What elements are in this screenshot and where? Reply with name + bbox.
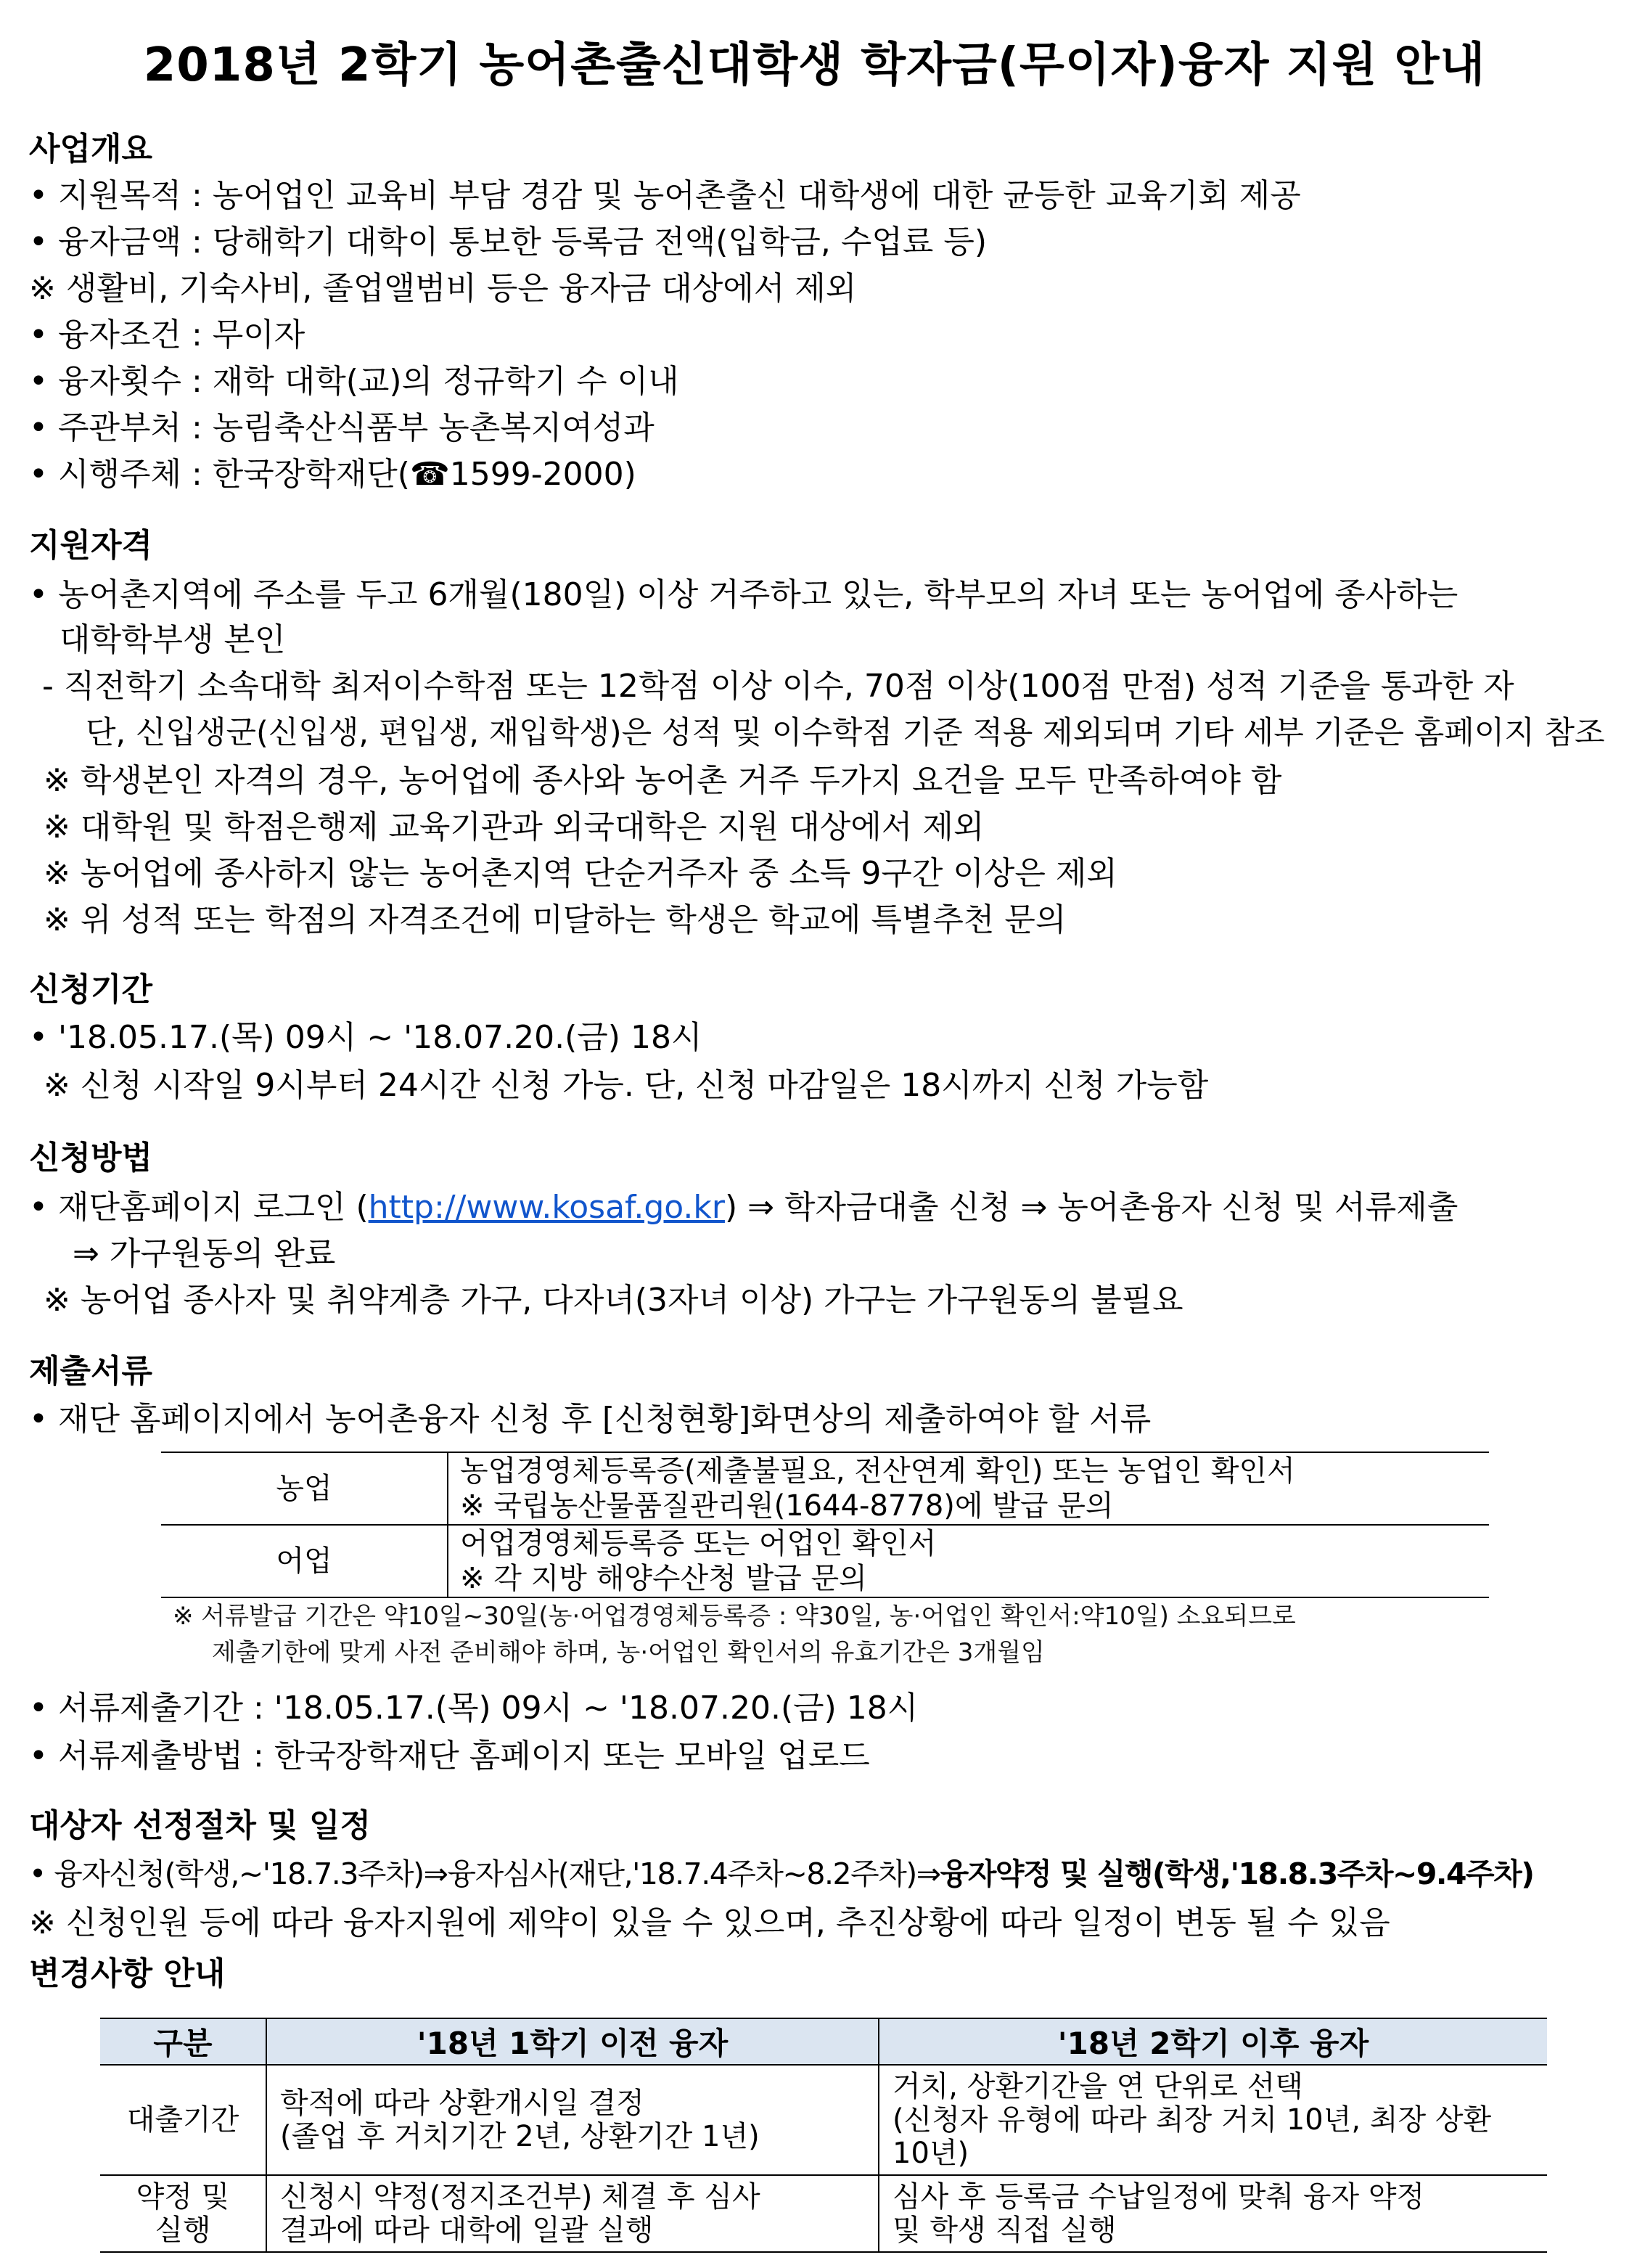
eligibility-note-2: ※ 대학원 및 학점은행제 교육기관과 외국대학은 지원 대상에서 제외 (44, 808, 985, 846)
documents-row-line2: ※ 각 지방 해양수산청 발급 문의 (460, 1562, 867, 1595)
documents-row-value (448, 1452, 1489, 1525)
method-line1 (29, 1186, 1458, 1229)
changes-row-label (100, 2175, 266, 2252)
period-note: ※ 신청 시작일 9시부터 24시간 신청 가능. 단, 신청 마감일은 18시까지 신청 가능함 (44, 1067, 1209, 1104)
changes-row-before-line2: (졸업 후 거치기간 2년, 상환기간 1년) (280, 2120, 760, 2153)
section-heading-changes: 변경사항 안내 (29, 1955, 226, 1992)
documents-row-fishery (161, 1525, 1489, 1597)
section-heading-method: 신청방법 (29, 1139, 153, 1176)
eligibility-main-line1: • 농어촌지역에 주소를 두고 6개월(180일) 이상 거주하고 있는, 학부모의 자녀 또는 농어업에 종사하는 (29, 576, 1458, 613)
eligibility-note-1: ※ 학생본인 자격의 경우, 농어업에 종사와 농어촌 거주 두가지 요건을 모두 만족하여야 함 (44, 762, 1282, 799)
overview-condition: • 융자조건 : 무이자 (29, 316, 305, 353)
overview-amount: • 융자금액 : 당해학기 대학이 통보한 등록금 전액(입학금, 수업료 등) (29, 224, 988, 261)
changes-row-after-line1: 거치, 상환기간을 연 단위로 선택 (893, 2070, 1303, 2103)
changes-row-before (266, 2175, 879, 2252)
documents-footnote-1: ※ 서류발급 기간은 약10일~30일(농·어업경영체등록증 : 약30일, 농·어업인 확인서:약10일) 소요되므로 (173, 1602, 1296, 1631)
documents-submit-period: • 서류제출기간 : '18.05.17.(목) 09시 ~ '18.07.20.(금) 18시 (29, 1690, 919, 1727)
changes-row-after-line2: 및 학생 직접 실행 (893, 2214, 1117, 2247)
documents-row-value (448, 1525, 1489, 1597)
overview-amount-note: ※ 생활비, 기숙사비, 졸업앨범비 등은 융자금 대상에서 제외 (29, 270, 857, 307)
eligibility-note-4: ※ 위 성적 또는 학점의 자격조건에 미달하는 학생은 학교에 특별추천 문의 (44, 901, 1067, 938)
changes-row-label: 대출기간 (100, 2065, 266, 2175)
documents-row-line1: 농업경영체등록증(제출불필요, 전산연계 확인) 또는 농업인 확인서 (460, 1454, 1295, 1488)
documents-submit-method: • 서류제출방법 : 한국장학재단 홈페이지 또는 모바일 업로드 (29, 1737, 870, 1774)
documents-intro: • 재단 홈페이지에서 농어촌융자 신청 후 [신청현황]화면상의 제출하여야 할 서류 (29, 1401, 1152, 1438)
changes-row-before-line1: 신청시 약정(정지조건부) 체결 후 심사 (280, 2180, 760, 2214)
eligibility-note-3: ※ 농어업에 종사하지 않는 농어촌지역 단순거주자 중 소득 9구간 이상은 제외 (44, 855, 1117, 892)
changes-row-before-line2: 결과에 따라 대학에 일괄 실행 (280, 2214, 654, 2247)
overview-count: • 융자횟수 : 재학 대학(교)의 정규학기 수 이내 (29, 363, 679, 400)
changes-header-after: '18년 2학기 이후 융자 (879, 2018, 1547, 2065)
changes-header-row (100, 2018, 1547, 2065)
overview-operator: • 시행주체 : 한국장학재단(☎1599-2000) (29, 456, 636, 493)
documents-footnote-2: 제출기한에 맞게 사전 준비해야 하며, 농·어업인 확인서의 유효기간은 3개월임 (212, 1638, 1045, 1667)
page-title: 2018년 2학기 농어촌출신대학생 학자금(무이자)융자 지원 안내 (143, 38, 1486, 92)
documents-row-farming (161, 1452, 1489, 1525)
changes-table (100, 2018, 1547, 2253)
eligibility-main-line2: 대학학부생 본인 (60, 621, 286, 658)
changes-row-loan-period (100, 2065, 1547, 2175)
overview-purpose: • 지원목적 : 농어업인 교육비 부담 경감 및 농어촌출신 대학생에 대한 균등한 교육기회 제공 (29, 177, 1301, 214)
changes-row-after-line3: 10년) (893, 2137, 969, 2170)
selection-flow-normal: • 융자신청(학생,~'18.7.3주차)⇒융자심사(재단,'18.7.4주차~8.2주차)⇒ (29, 1856, 940, 1891)
changes-row-after (879, 2175, 1547, 2252)
method-line2: ⇒ 가구원동의 완료 (73, 1235, 336, 1272)
changes-row-after-line1: 심사 후 등록금 수납일정에 맞춰 융자 약정 (893, 2180, 1425, 2214)
documents-row-line1: 어업경영체등록증 또는 어업인 확인서 (460, 1527, 937, 1560)
changes-row-label-line2: 실행 (155, 2214, 211, 2247)
changes-row-after-line2: (신청자 유형에 따라 최장 거치 10년, 최장 상환 (893, 2103, 1492, 2137)
eligibility-sub-line1: - 직전학기 소속대학 최저이수학점 또는 12학점 이상 이수, 70점 이상(100점 만점) 성적 기준을 통과한 자 (42, 668, 1514, 705)
section-heading-eligibility: 지원자격 (29, 527, 153, 564)
changes-row-agreement (100, 2175, 1547, 2252)
selection-flow (29, 1852, 1533, 1896)
period-line: • '18.05.17.(목) 09시 ~ '18.07.20.(금) 18시 (29, 1019, 702, 1056)
changes-row-label-line1: 약정 및 (136, 2180, 230, 2214)
changes-header-before: '18년 1학기 이전 융자 (266, 2018, 879, 2065)
method-line1-pre: • 재단홈페이지 로그인 ( (29, 1189, 369, 1226)
section-heading-overview: 사업개요 (29, 131, 153, 168)
changes-row-before (266, 2065, 879, 2175)
changes-row-after (879, 2065, 1547, 2175)
overview-ministry: • 주관부처 : 농림축산식품부 농촌복지여성과 (29, 409, 655, 446)
documents-row-key: 어업 (161, 1525, 448, 1597)
documents-table (161, 1452, 1489, 1598)
eligibility-sub-line2: 단, 신입생군(신입생, 편입생, 재입학생)은 성적 및 이수학점 기준 적용 제외되며 기타 세부 기준은 홈페이지 참조 (86, 715, 1605, 751)
kosaf-link[interactable]: http://www.kosaf.go.kr (368, 1189, 725, 1226)
changes-header-category: 구분 (100, 2018, 266, 2065)
method-note: ※ 농어업 종사자 및 취약계층 가구, 다자녀(3자녀 이상) 가구는 가구원동의 불필요 (44, 1282, 1183, 1319)
documents-row-line2: ※ 국립농산물품질관리원(1644-8778)에 발급 문의 (460, 1489, 1114, 1523)
method-line1-post: ) ⇒ 학자금대출 신청 ⇒ 농어촌융자 신청 및 서류제출 (724, 1189, 1458, 1226)
section-heading-period: 신청기간 (29, 971, 153, 1008)
section-heading-selection: 대상자 선정절차 및 일정 (29, 1807, 371, 1844)
section-heading-documents: 제출서류 (29, 1353, 153, 1390)
selection-flow-bold: 융자약정 및 실행(학생,'18.8.3주차~9.4주차) (940, 1856, 1534, 1891)
changes-row-before-line1: 학적에 따라 상환개시일 결정 (280, 2087, 644, 2120)
documents-row-key: 농업 (161, 1452, 448, 1525)
selection-note: ※ 신청인원 등에 따라 융자지원에 제약이 있을 수 있으며, 추진상황에 따라 일정이 변동 될 수 있음 (29, 1904, 1390, 1941)
